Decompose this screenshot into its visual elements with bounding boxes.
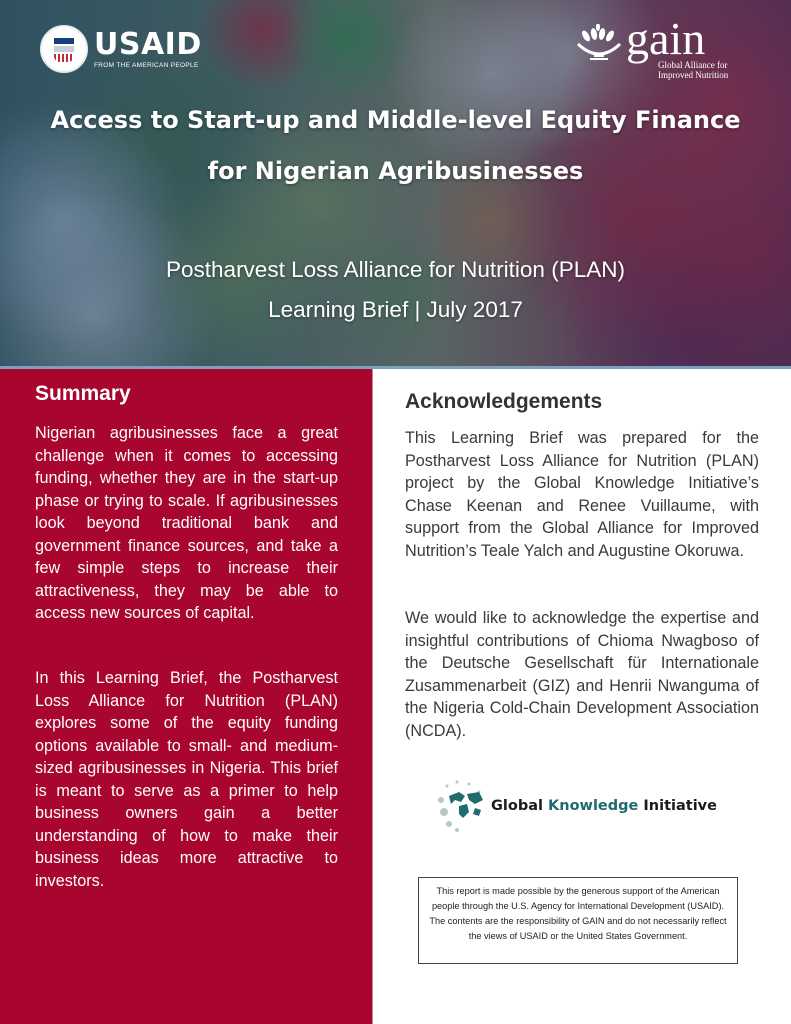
acknowledgements-paragraph-1: This Learning Brief was prepared for the Postharvest Loss Alliance for Nutrition (PLAN) project by the Global Knowledge Initiative’s Chase Keenan and Renee Vuillaume, with support from the Global Alliance for Improved Nutrition’s Teale Yalch and Augustine Okoruwa. (405, 429, 759, 560)
document-title-line-2: for Nigerian Agribusinesses (207, 157, 584, 185)
gain-tagline-1: Global Alliance for (658, 60, 728, 70)
gki-wordmark (491, 798, 717, 814)
gki-logo (435, 778, 717, 834)
document-subtitle-date: Learning Brief | July 2017 (268, 297, 523, 322)
gain-tagline-2: Improved Nutrition (658, 70, 729, 80)
summary-panel (0, 369, 373, 1024)
usaid-seal-icon (40, 25, 88, 73)
document-title-line-1: Access to Start-up and Middle-level Equity Finance (50, 106, 741, 134)
globe-icon (435, 778, 487, 834)
gain-logo (574, 13, 729, 80)
summary-paragraph-2: In this Learning Brief, the Postharvest Loss Alliance for Nutrition (PLAN) explores some of the equity funding options available to small- and medium-sized agribusinesses in Nigeria. This brief is meant to serve as a primer to help business owners gain a better understanding of how to make their business ideas more attractive to investors. (35, 669, 338, 890)
acknowledgements-heading: Acknowledgements (405, 390, 603, 413)
gki-wordmark-knowledge: Knowledge (548, 798, 639, 814)
document-subtitle-program: Postharvest Loss Alliance for Nutrition (PLAN) (166, 257, 625, 282)
acknowledgements-paragraph-2: We would like to acknowledge the expertise and insightful contributions of Chioma Nwagboso of the Deutsche Gesellschaft für Internationale Zusammenarbeit (GIZ) and Henrii Nwanguma of the Nigeria Cold-Chain Development Association (NCDA). (405, 609, 759, 740)
usaid-tagline: FROM THE AMERICAN PEOPLE (94, 61, 199, 69)
summary-heading: Summary (35, 382, 131, 405)
gain-wordmark: gain (626, 13, 706, 64)
usaid-disclaimer-box: This report is made possible by the generous support of the American people through the U.S. Agency for International Development (USAID). The contents are the responsibility of GAIN and do not necessarily reflect the views of USAID or the United States Government. (418, 877, 738, 964)
wheat-bowl-icon (574, 24, 624, 64)
summary-paragraph-1: Nigerian agribusinesses face a great challenge when it comes to accessing funding, whether they are in the start-up phase or trying to scale. If agribusinesses look beyond traditional bank and government finance sources, and take a few simple steps to increase their attractiveness, they may be able to access new sources of capital. (35, 424, 338, 622)
gki-wordmark-global: Global (491, 798, 549, 814)
hero-banner (0, 0, 791, 369)
usaid-logo (40, 25, 202, 73)
gki-wordmark-initiative: Initiative (638, 798, 717, 814)
usaid-wordmark: USAID (94, 26, 202, 62)
